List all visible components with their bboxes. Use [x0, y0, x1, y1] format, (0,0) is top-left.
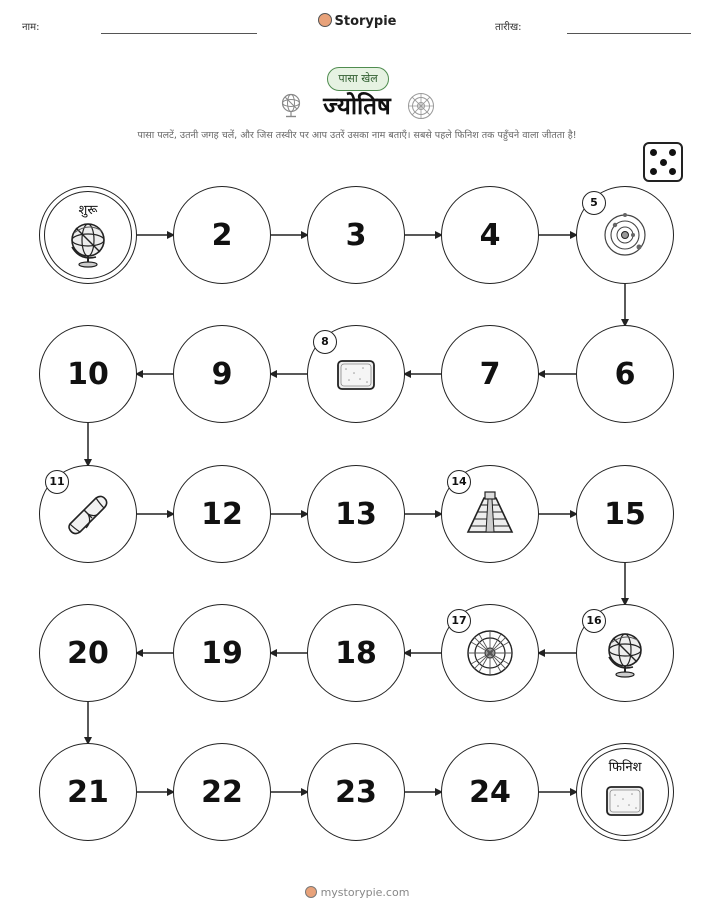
space-number: 13 — [335, 496, 377, 532]
solar-system-icon — [599, 209, 651, 261]
footer-url: mystorypie.com — [320, 886, 410, 899]
board-space-22 — [173, 743, 271, 841]
space-number-tag: 5 — [582, 191, 606, 215]
space-number-tag: 11 — [45, 470, 69, 494]
date-label: तारीख: — [495, 22, 522, 33]
space-number: 3 — [345, 217, 367, 253]
board-space-19 — [173, 604, 271, 702]
space-number: 7 — [479, 356, 501, 392]
board-space-15 — [576, 465, 674, 563]
scroll-icon — [62, 488, 114, 540]
space-number: 10 — [67, 356, 109, 392]
stone-tablet-icon — [599, 758, 651, 826]
finish-space — [576, 743, 674, 841]
space-number-tag: 8 — [313, 330, 337, 354]
bear-icon — [305, 886, 317, 898]
start-space — [39, 186, 137, 284]
board-space-18 — [307, 604, 405, 702]
board-space-10 — [39, 325, 137, 423]
board-space-12 — [173, 465, 271, 563]
board-space-4 — [441, 186, 539, 284]
board-space-13 — [307, 465, 405, 563]
space-number-tag: 14 — [447, 470, 471, 494]
instructions: पासा पलटें, उतनी जगह चलें, और जिस तस्वीर पर आप उतरें उसका नाम बताएँ। सबसे पहले फिनिश तक पहुँचने वाला जीतता है! — [137, 130, 577, 141]
board-space-21 — [39, 743, 137, 841]
space-number: 18 — [335, 635, 377, 671]
space-number: 21 — [67, 774, 109, 810]
board-space-23 — [307, 743, 405, 841]
board-space-6 — [576, 325, 674, 423]
space-number: 12 — [201, 496, 243, 532]
board-space-2 — [173, 186, 271, 284]
brand-name: Storypie — [334, 14, 397, 29]
space-number: 20 — [67, 635, 109, 671]
space-number-tag: 16 — [582, 609, 606, 633]
space-number: 24 — [469, 774, 511, 810]
space-number: 2 — [211, 217, 233, 253]
finish-label: फिनिश — [608, 760, 642, 775]
board-space-24 — [441, 743, 539, 841]
page-title: ज्योतिष — [323, 92, 391, 120]
board-space-3 — [307, 186, 405, 284]
board-space-9 — [173, 325, 271, 423]
space-number: 15 — [604, 496, 646, 532]
board-space-20 — [39, 604, 137, 702]
stone-tablet-icon — [330, 348, 382, 400]
name-label: नाम: — [22, 22, 40, 33]
space-number: 4 — [479, 217, 501, 253]
footer — [0, 886, 714, 899]
space-number: 6 — [614, 356, 636, 392]
game-type-badge: पासा खेल — [327, 67, 389, 91]
space-number-tag: 17 — [447, 609, 471, 633]
zodiac-wheel-icon — [464, 627, 516, 679]
space-number: 19 — [201, 635, 243, 671]
pyramid-icon — [464, 488, 516, 540]
board-space-7 — [441, 325, 539, 423]
globe-icon — [62, 201, 114, 269]
space-number: 23 — [335, 774, 377, 810]
start-label: शुरू — [78, 203, 98, 218]
space-number: 9 — [211, 356, 233, 392]
space-number: 22 — [201, 774, 243, 810]
globe-icon — [599, 627, 651, 679]
